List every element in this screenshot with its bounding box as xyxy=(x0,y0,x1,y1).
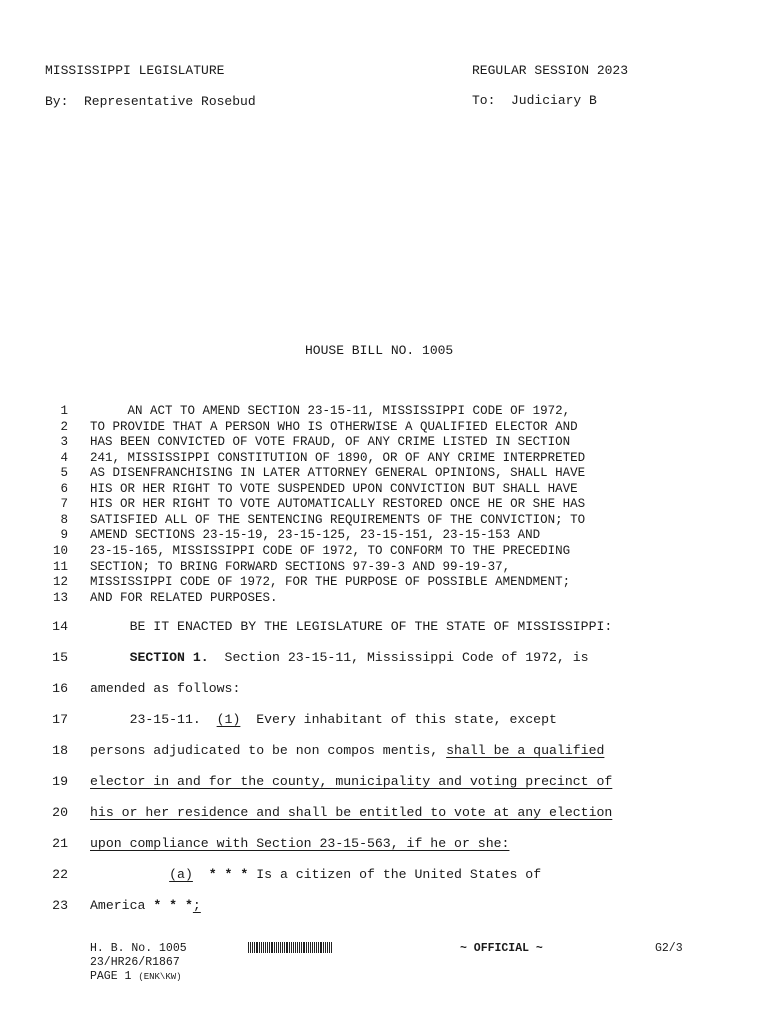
act-title-line: 241, MISSISSIPPI CONSTITUTION OF 1890, OR OF ANY CRIME INTERPRETED xyxy=(90,450,586,465)
line-number: 13 xyxy=(52,590,68,605)
act-title-line: SECTION; TO BRING FORWARD SECTIONS 97-39-3 AND 99-19-37, xyxy=(90,559,511,574)
inserted-text: (1) xyxy=(216,712,241,727)
footer-initials: (ENK\KW) xyxy=(138,972,182,982)
line-number: 18 xyxy=(52,743,68,758)
section-label: SECTION 1. xyxy=(129,650,209,665)
footer-gcode: G2/3 xyxy=(655,942,683,955)
body-text-line: amended as follows: xyxy=(90,681,241,696)
footer-bill-info xyxy=(90,942,187,984)
barcode-bar xyxy=(308,942,309,953)
barcode-bar xyxy=(327,942,328,953)
inserted-text: upon compliance with Section 23-15-563, if he or she: xyxy=(90,836,510,851)
barcode-bar xyxy=(312,942,313,953)
committee-line: To: Judiciary B xyxy=(472,93,597,108)
barcode-bar xyxy=(289,942,290,953)
line-number: 15 xyxy=(52,650,68,665)
line-number: 4 xyxy=(60,450,68,465)
barcode-bar xyxy=(269,942,270,953)
line-number: 23 xyxy=(52,898,68,913)
barcode-bar xyxy=(295,942,296,953)
line-number: 16 xyxy=(52,681,68,696)
barcode-bar xyxy=(256,942,258,953)
body-text-line xyxy=(90,774,612,789)
body-text-line xyxy=(90,805,612,820)
line-number: 10 xyxy=(52,543,68,558)
inserted-text: elector in and for the county, municipality and voting precinct of xyxy=(90,774,613,789)
act-title-line: HIS OR HER RIGHT TO VOTE SUSPENDED UPON CONVICTION BUT SHALL HAVE xyxy=(90,481,578,496)
barcode-bar xyxy=(263,942,264,953)
line-number: 21 xyxy=(52,836,68,851)
barcode-bar xyxy=(291,942,292,953)
inserted-text: ; xyxy=(192,898,201,913)
barcode-bar xyxy=(318,942,319,953)
barcode-bar xyxy=(252,942,253,953)
barcode-bar xyxy=(284,942,285,953)
barcode-bar xyxy=(265,942,266,953)
barcode-bar xyxy=(276,942,277,953)
barcode-bar xyxy=(303,942,305,953)
barcode-bar xyxy=(306,942,307,953)
line-number: 1 xyxy=(60,404,68,418)
line-number: 6 xyxy=(60,481,68,496)
body-text-line xyxy=(90,836,509,851)
act-title-line: SATISFIED ALL OF THE SENTENCING REQUIREMENTS OF THE CONVICTION; TO xyxy=(90,512,586,527)
barcode-bar xyxy=(254,942,255,953)
barcode-bar xyxy=(314,942,315,953)
barcode-bar xyxy=(325,942,326,953)
barcode-bar xyxy=(329,942,330,953)
official-marker: ~ OFFICIAL ~ xyxy=(460,942,543,955)
act-title-line: HAS BEEN CONVICTED OF VOTE FRAUD, OF ANY CRIME LISTED IN SECTION xyxy=(90,435,571,450)
line-number: 2 xyxy=(60,419,68,434)
line-number: 9 xyxy=(60,528,68,543)
session-label: REGULAR SESSION 2023 xyxy=(472,63,629,78)
deletion-marker: * * * xyxy=(153,898,193,913)
barcode-bar xyxy=(299,942,300,953)
barcode-bar xyxy=(248,942,249,953)
barcode-bar xyxy=(280,942,281,953)
section-heading-line: SECTION 1. Section 23-15-11, Mississippi Code of 1972, is xyxy=(129,650,589,665)
line-number: 12 xyxy=(52,575,68,590)
act-title-line: HIS OR HER RIGHT TO VOTE AUTOMATICALLY RESTORED ONCE HE OR SHE HAS xyxy=(90,497,586,512)
barcode-bar xyxy=(286,942,288,953)
inserted-text: (a) xyxy=(169,867,193,882)
enacting-clause: BE IT ENACTED BY THE LEGISLATURE OF THE STATE OF MISSISSIPPI: xyxy=(90,619,613,634)
barcode-bar xyxy=(261,942,262,953)
barcode-bar xyxy=(301,942,302,953)
line-number: 20 xyxy=(52,805,68,820)
line-number: 22 xyxy=(52,867,68,882)
body-text-line: America * * *; xyxy=(90,898,201,913)
bill-title: HOUSE BILL NO. 1005 xyxy=(305,343,454,358)
act-title-line: TO PROVIDE THAT A PERSON WHO IS OTHERWISE A QUALIFIED ELECTOR AND xyxy=(90,419,578,434)
line-number: 8 xyxy=(60,512,68,527)
sponsor-line: By: Representative Rosebud xyxy=(45,94,256,109)
barcode-bar xyxy=(297,942,298,953)
body-text-line: persons adjudicated to be non compos mentis, shall be a qualified xyxy=(90,743,605,758)
act-title-line: 23-15-165, MISSISSIPPI CODE OF 1972, TO CONFORM TO THE PRECEDING xyxy=(90,543,571,558)
barcode-bar xyxy=(293,942,294,953)
barcode-bar xyxy=(316,942,317,953)
barcode-bar xyxy=(267,942,268,953)
line-number: 11 xyxy=(52,559,68,574)
barcode-bar xyxy=(274,942,275,953)
barcode-bar xyxy=(323,942,324,953)
line-number: 5 xyxy=(60,466,68,481)
inserted-text: his or her residence and shall be entitled to vote at any election xyxy=(90,805,613,820)
inserted-text: shall be a qualified xyxy=(446,743,605,758)
footer-bill-number: H. B. No. 1005 xyxy=(90,942,187,955)
act-title-line: AS DISENFRANCHISING IN LATER ATTORNEY GENERAL OPINIONS, SHALL HAVE xyxy=(90,466,586,481)
footer-page: PAGE 1 xyxy=(90,970,132,983)
barcode-bar xyxy=(282,942,283,953)
line-number: 19 xyxy=(52,774,68,789)
act-title-line: AND FOR RELATED PURPOSES. xyxy=(90,590,278,605)
barcode-image xyxy=(248,942,366,953)
footer-code: 23/HR26/R1867 xyxy=(90,956,180,969)
barcode-bar xyxy=(250,942,251,953)
line-number: 3 xyxy=(60,435,68,450)
barcode-bar xyxy=(320,942,322,953)
line-number: 17 xyxy=(52,712,68,727)
line-number: 14 xyxy=(52,619,68,634)
body-text-line: 23-15-11. (1) Every inhabitant of this state, except xyxy=(90,712,557,727)
deletion-marker: * * * xyxy=(192,867,249,882)
barcode-bar xyxy=(278,942,279,953)
act-title-line: MISSISSIPPI CODE OF 1972, FOR THE PURPOSE OF POSSIBLE AMENDMENT; xyxy=(90,575,571,590)
act-title-line: AMEND SECTIONS 23-15-19, 23-15-125, 23-15-151, 23-15-153 AND xyxy=(90,528,541,543)
barcode-bar xyxy=(271,942,273,953)
barcode-bar xyxy=(310,942,311,953)
barcode-bar xyxy=(259,942,260,953)
line-number: 7 xyxy=(60,497,68,512)
barcode-bar xyxy=(331,942,332,953)
legislature-name: MISSISSIPPI LEGISLATURE xyxy=(45,63,225,78)
act-title-line: AN ACT TO AMEND SECTION 23-15-11, MISSISSIPPI CODE OF 1972, xyxy=(90,404,571,418)
body-text-line: (a) * * * Is a citizen of the United States of xyxy=(169,867,542,882)
